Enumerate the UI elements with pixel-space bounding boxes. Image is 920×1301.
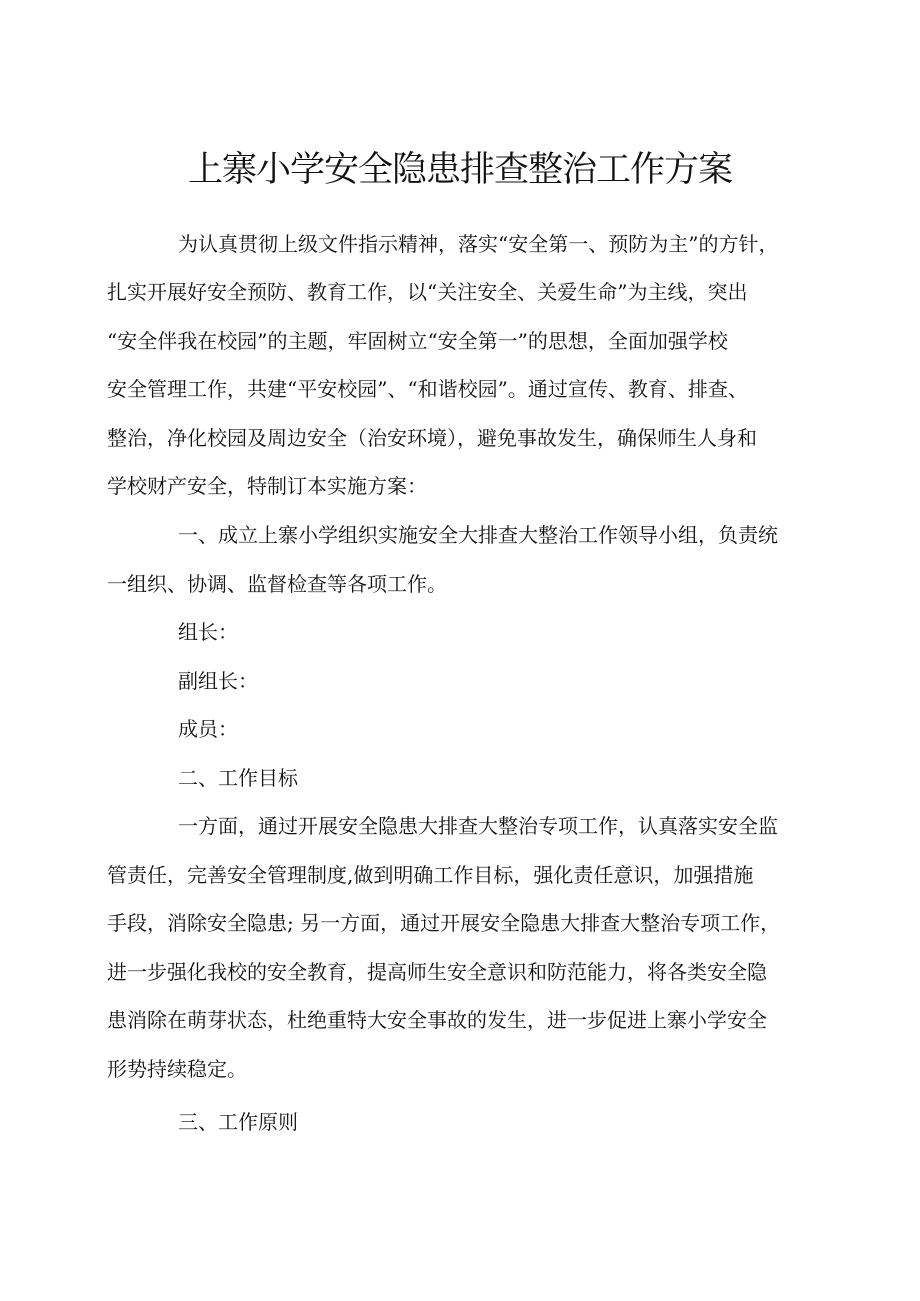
deputy-leader-label: 副组长： — [178, 669, 258, 693]
goals-line-5: 患消除在萌芽状态，杜绝重特大安全事故的发生，进一步促进上寨小学安全 — [107, 1008, 767, 1032]
intro-line-4: 安全管理工作，共建“平安校园”、“和谐校园”。通过宣传、教育、排查、 — [107, 377, 748, 401]
goals-line-2: 管责任，完善安全管理制度,做到明确工作目标，强化责任意识，加强措施 — [107, 863, 754, 887]
goals-line-1: 一方面，通过开展安全隐患大排查大整治专项工作，认真落实安全监 — [178, 814, 778, 838]
intro-line-6: 学校财产安全，特制订本实施方案： — [107, 474, 427, 498]
section-three-heading: 三、工作原则 — [178, 1110, 298, 1134]
intro-line-2: 扎实开展好安全预防、教育工作，以“关注安全、关爱生命”为主线，突出 — [107, 280, 748, 304]
document-title: 上寨小学安全隐患排查整治工作方案 — [187, 150, 732, 190]
leader-label: 组长： — [178, 620, 238, 644]
intro-line-1: 为认真贯彻上级文件指示精神，落实“安全第一、预防为主”的方针， — [178, 232, 779, 256]
goals-line-6: 形势持续稳定。 — [107, 1057, 247, 1081]
goals-line-4: 进一步强化我校的安全教育，提高师生安全意识和防范能力，将各类安全隐 — [107, 960, 767, 984]
section-one-line-2: 一组织、协调、监督检查等各项工作。 — [107, 572, 447, 596]
section-one-line-1: 一、成立上寨小学组织实施安全大排查大整治工作领导小组，负责统 — [178, 523, 778, 547]
goals-line-3: 手段，消除安全隐患; 另一方面，通过开展安全隐患大排查大整治专项工作， — [107, 911, 781, 935]
members-label: 成员： — [178, 717, 238, 741]
intro-line-3: “安全伴我在校园”的主题，牢固树立“安全第一”的思想，全面加强学校 — [107, 329, 728, 353]
section-two-heading: 二、工作目标 — [178, 766, 298, 790]
intro-line-5: 整治，净化校园及周边安全（治安环境），避免事故发生，确保师生人身和 — [107, 426, 757, 450]
